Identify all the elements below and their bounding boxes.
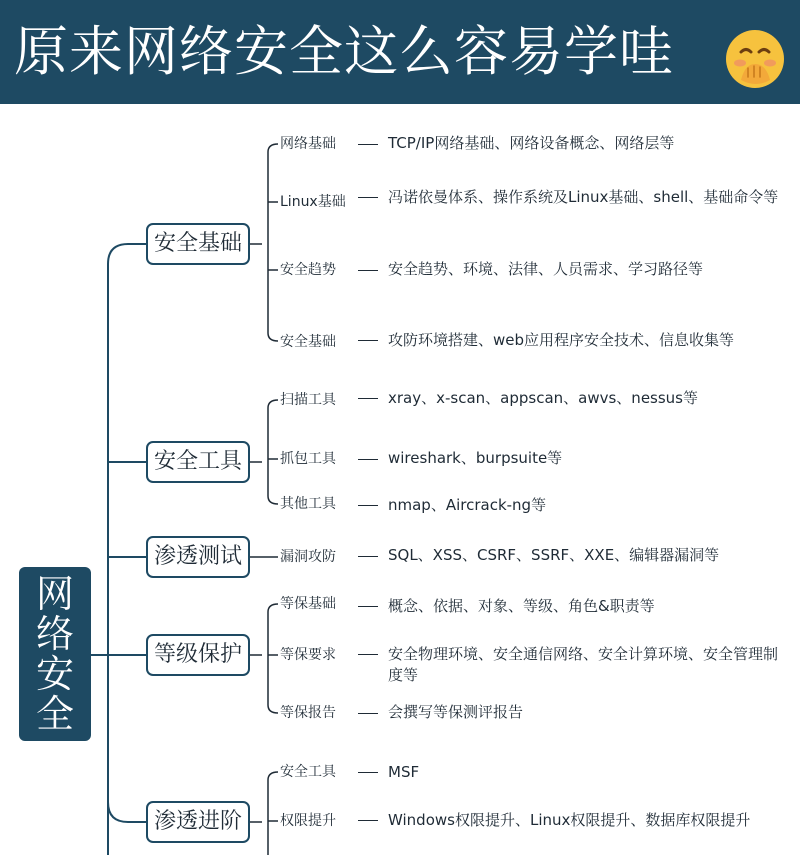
leaf-dash bbox=[358, 606, 378, 607]
leaf-desc: TCP/IP网络基础、网络设备概念、网络层等 bbox=[388, 134, 675, 152]
leaf-label: 网络基础 bbox=[280, 136, 336, 152]
leaf-desc: 安全物理环境、安全通信网络、安全计算环境、安全管理制度等 bbox=[388, 645, 779, 684]
leaf-desc: wireshark、burpsuite等 bbox=[388, 449, 563, 467]
branch-advanced-penetration: 渗透进阶 bbox=[146, 801, 250, 843]
root-node bbox=[19, 567, 91, 741]
leaf-label: 安全趋势 bbox=[280, 262, 336, 278]
leaf-label: 权限提升 bbox=[280, 813, 336, 829]
leaf-dash bbox=[358, 820, 378, 821]
leaf-dash bbox=[358, 654, 378, 655]
page-title: 原来网络安全这么容易学哇 bbox=[14, 20, 674, 83]
leaf-label: 等保报告 bbox=[280, 705, 336, 721]
leaf-label: 等保基础 bbox=[280, 596, 336, 612]
leaf-desc: 概念、依据、对象、等级、角色&职责等 bbox=[388, 597, 655, 615]
leaf-dash bbox=[358, 556, 378, 557]
leaf-dash bbox=[358, 772, 378, 773]
leaf-label: 安全基础 bbox=[280, 334, 336, 350]
leaf-desc: SQL、XSS、CSRF、SSRF、XXE、编辑器漏洞等 bbox=[388, 546, 720, 564]
leaf-dash bbox=[358, 197, 378, 198]
leaf-dash bbox=[358, 505, 378, 506]
leaf-label: Linux基础 bbox=[280, 194, 346, 210]
leaf-dash bbox=[358, 398, 378, 399]
leaf-desc: Windows权限提升、Linux权限提升、数据库权限提升 bbox=[388, 811, 751, 829]
leaf-label: 其他工具 bbox=[280, 496, 336, 512]
leaf-desc: xray、x-scan、appscan、awvs、nessus等 bbox=[388, 389, 698, 407]
leaf-desc: 冯诺依曼体系、操作系统及Linux基础、shell、基础命令等 bbox=[388, 188, 779, 206]
root-node-label: 网络安全 bbox=[35, 572, 74, 736]
leaf-desc: nmap、Aircrack-ng等 bbox=[388, 496, 547, 514]
leaf-dash bbox=[358, 459, 378, 460]
leaf-label: 抓包工具 bbox=[280, 451, 336, 467]
leaf-desc: 安全趋势、环境、法律、人员需求、学习路径等 bbox=[388, 260, 704, 278]
branch-penetration-testing: 渗透测试 bbox=[146, 536, 250, 578]
leaf-label: 扫描工具 bbox=[280, 392, 336, 408]
leaf-desc: 会撰写等保测评报告 bbox=[388, 703, 524, 721]
leaf-dash bbox=[358, 270, 378, 271]
leaf-label: 漏洞攻防 bbox=[280, 549, 336, 565]
branch-level-protection: 等级保护 bbox=[146, 634, 250, 676]
leaf-dash bbox=[358, 713, 378, 714]
leaf-desc: MSF bbox=[388, 763, 420, 781]
leaf-label: 等保要求 bbox=[280, 647, 336, 663]
leaf-dash bbox=[358, 340, 378, 341]
leaf-dash bbox=[358, 144, 378, 145]
branch-security-tools: 安全工具 bbox=[146, 441, 250, 483]
branch-security-basics: 安全基础 bbox=[146, 223, 250, 265]
leaf-desc: 攻防环境搭建、web应用程序安全技术、信息收集等 bbox=[388, 331, 735, 349]
leaf-label: 安全工具 bbox=[280, 764, 336, 780]
